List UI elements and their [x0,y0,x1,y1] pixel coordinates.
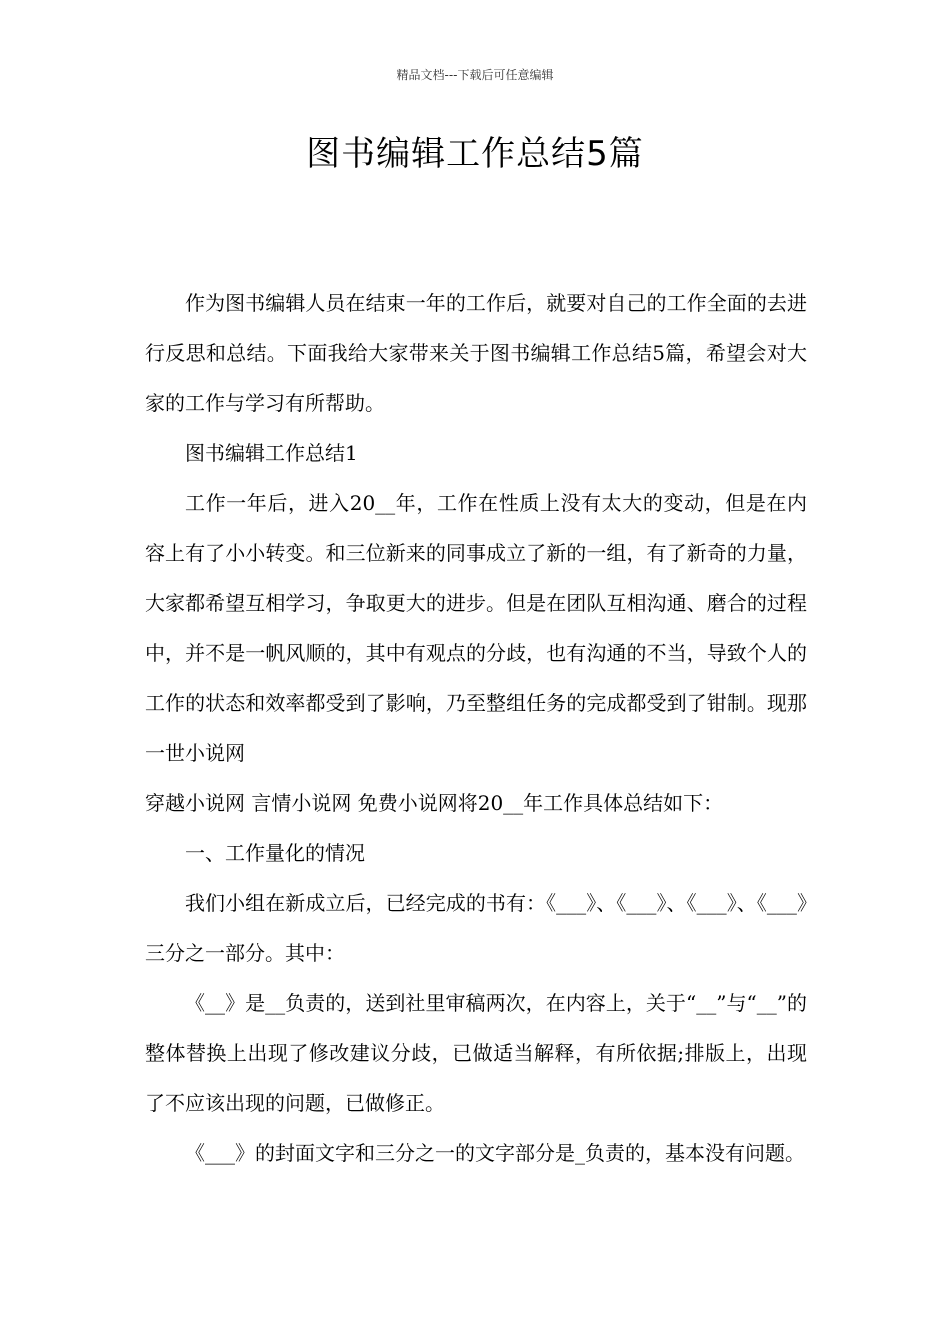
paragraph-work-overview: 工作一年后，进入20__年，工作在性质上没有太大的变动，但是在内容上有了小小转变。和三位新来的同事成立了新的一组，有了新奇的力量，大家都希望互相学习，争取更大的进步。但是在团队互相沟通、磨合的过程中，并不是一帆风顺的，其中有观点的分歧，也有沟通的不当，导致个人的工作的状态和效率都受到了影响，乃至整组任务的完成都受到了钳制。现那一世小说网 [145,491,807,765]
paragraph-cover-text: 《___》的封面文字和三分之一的文字部分是_负责的，基本没有问题。 [185,1141,805,1165]
paragraph-link-line: 穿越小说网 言情小说网 免费小说网将20__年工作具体总结如下： [145,791,724,815]
header-note: 精品文档---下载后可任意编辑 [396,68,554,82]
paragraph-completed-books: 我们小组在新成立后，已经完成的书有：《___》、《___》、《___》、《___》三分之一部分。其中： [145,891,807,965]
section-heading-quantified: 一、工作量化的情况 [185,841,365,865]
document-body [145,278,807,1178]
intro-paragraph: 作为图书编辑人员在结束一年的工作后，就要对自己的工作全面的去进行反思和总结。下面我给大家带来关于图书编辑工作总结5篇，希望会对大家的工作与学习有所帮助。 [145,291,807,415]
paragraph-book-review: 《__》是__负责的，送到社里审稿两次，在内容上，关于“__”与“__”的整体替换上出现了修改建议分歧，已做适当解释，有所依据;排版上，出现了不应该出现的问题，已做修正。 [145,991,807,1115]
section-heading-summary-1: 图书编辑工作总结1 [185,441,358,465]
document-title: 图书编辑工作总结5篇 [306,134,644,174]
